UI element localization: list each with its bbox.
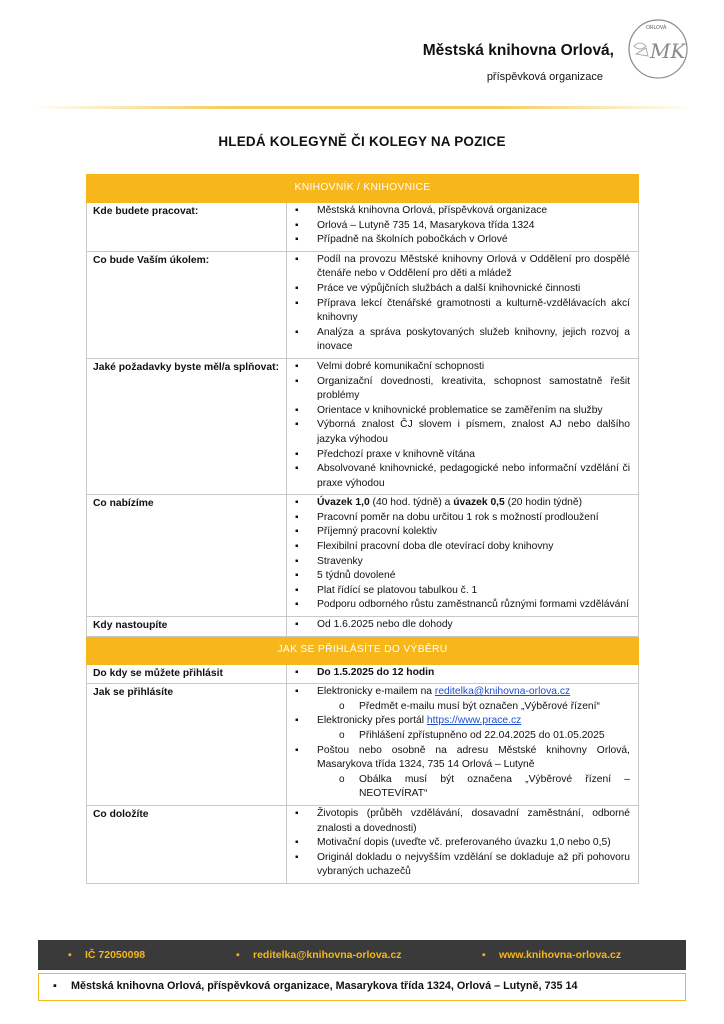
table-row: [87, 358, 639, 494]
position-table: [86, 174, 639, 884]
list-item: ▪ Výborná znalost ČJ slovem i písmem, znalost AJ nebo dalšího jazyka výhodou: [295, 418, 630, 447]
list-item: ▪ Práce ve výpůjčních službách a další knihovnické činnosti: [295, 282, 630, 297]
list-item: ▪ Od 1.6.2025 nebo dle dohody: [295, 618, 630, 633]
workload-half: úvazek 0,5: [453, 497, 505, 509]
bullet-icon: ▪: [53, 980, 57, 992]
row-label: Co nabízíme: [87, 495, 287, 617]
workload-full: Úvazek 1,0: [317, 497, 370, 509]
list-item: ▪ Orientace v knihovnické problematice se zaměřením na služby: [295, 404, 630, 419]
row-label: Co doložíte: [87, 805, 287, 883]
email-link[interactable]: reditelka@knihovna-orlova.cz: [434, 686, 571, 698]
table-row: [87, 684, 639, 806]
list-item: ▪ Životopis (průběh vzdělávání, dosavadní zaměstnání, odborné znalosti a dovednosti): [295, 807, 630, 836]
row-label: Kdy nastoupíte: [87, 617, 287, 637]
row-label: Co bude Vaším úkolem:: [87, 251, 287, 358]
sub-item: o Obálka musí být označena „Výběrové řízení – NEOTEVÍRAT“: [317, 773, 630, 802]
table-row: [87, 805, 639, 883]
list-item: ▪ Pracovní poměr na dobu určitou 1 rok s možností prodloužení: [295, 511, 630, 526]
footer-ico: ▪ IČ 72050098: [68, 949, 146, 961]
list-item: ▪ Případně na školních pobočkách v Orlové: [295, 233, 630, 248]
list-item: ▪ Originál dokladu o nejvyšším vzdělání se dokladuje až při pohovoru vybraných uchazečů: [295, 851, 630, 880]
sub-item: o Přihlášení zpřístupněno od 22.04.2025 do 01.05.2025: [317, 729, 630, 744]
table-row: [87, 664, 639, 684]
footer-address: Městská knihovna Orlová, příspěvková organizace, Masarykova třída 1324, Orlová – Lutyně, 735 14: [71, 980, 578, 992]
list-item: ▪ Organizační dovednosti, kreativita, schopnost samostatně řešit problémy: [295, 375, 630, 404]
header-divider: [38, 106, 686, 109]
list-item: ▪ Podíl na provozu Městské knihovny Orlová v Oddělení pro dospělé čtenáře nebo v Oddělení pro děti a mládež: [295, 253, 630, 282]
logo-letters: MK: [650, 39, 686, 63]
list-item: ▪ Podporu odborného růstu zaměstnanců různými formami vzdělávání: [295, 598, 630, 613]
list-item: ▪ Elektronicky e-mailem na reditelka@knihovna-orlova.cz o Předmět e-mailu musí být označen „Výběrové řízení“: [295, 685, 630, 714]
header-title: Městská knihovna Orlová,: [422, 42, 614, 59]
table-row: [87, 495, 639, 617]
row-label: Do kdy se můžete přihlásit: [87, 664, 287, 684]
sub-item: o Předmět e-mailu musí být označen „Výběrové řízení“: [317, 700, 630, 715]
list-item: ▪ Elektronicky přes portál https://www.prace.cz o Přihlášení zpřístupněno od 22.04.2025 do 01.05.2025: [295, 714, 630, 743]
row-label: Jaké požadavky byste měl/a splňovat:: [87, 358, 287, 494]
list-item: ▪ Příprava lekcí čtenářské gramotnosti a kulturně-vzdělávacích akcí knihovny: [295, 297, 630, 326]
list-item: ▪ Analýza a správa poskytovaných služeb knihovny, jejich rozvoj a inovace: [295, 326, 630, 355]
table-row: [87, 203, 639, 252]
portal-link[interactable]: https://www.prace.cz: [426, 715, 522, 727]
list-item: ▪ Stravenky: [295, 555, 630, 570]
list-item: ▪ 5 týdnů dovolené: [295, 569, 630, 584]
header-subtitle: příspěvková organizace: [486, 71, 603, 83]
section-heading-application: JAK SE PŘIHLÁSÍTE DO VÝBĚRU: [87, 636, 639, 664]
footer-contact-bar: [38, 940, 686, 970]
row-label: Jak se přihlásíte: [87, 684, 287, 806]
footer-web[interactable]: ▪ www.knihovna-orlova.cz: [482, 949, 622, 961]
list-item: ▪ Velmi dobré komunikační schopnosti: [295, 360, 630, 375]
list-item: ▪ Předchozí praxe v knihovně vítána: [295, 448, 630, 463]
library-logo: [626, 16, 690, 80]
logo-text-top: ORLOVÁ: [646, 25, 667, 31]
list-item: ▪ Úvazek 1,0 (40 hod. týdně) a úvazek 0,5 (20 hodin týdně): [295, 496, 630, 511]
deadline-value: ▪ Do 1.5.2025 do 12 hodin: [295, 666, 630, 681]
list-item: ▪ Plat řídící se platovou tabulkou č. 1: [295, 584, 630, 599]
list-item: ▪ Absolvované knihovnické, pedagogické nebo informační vzdělání či praxe výhodou: [295, 462, 630, 491]
table-row: [87, 617, 639, 637]
list-item: ▪ Městská knihovna Orlová, příspěvková organizace: [295, 204, 630, 219]
list-item: ▪ Flexibilní pracovní doba dle otevírací doby knihovny: [295, 540, 630, 555]
row-label: Kde budete pracovat:: [87, 203, 287, 252]
section-heading-position: KNIHOVNÍK / KNIHOVNICE: [87, 175, 639, 203]
footer-address-box: [38, 973, 686, 1001]
list-item: ▪ Motivační dopis (uveďte vč. preferovaného úvazku 1,0 nebo 0,5): [295, 836, 630, 851]
page-title: HLEDÁ KOLEGYNĚ ČI KOLEGY NA POZICE: [218, 134, 506, 149]
list-item: ▪ Orlová – Lutyně 735 14, Masarykova třída 1324: [295, 219, 630, 234]
list-item: ▪ Poštou nebo osobně na adresu Městské knihovny Orlová, Masarykova třída 1324, 735 14 Orlová – Lutyně o Obálka musí být označena „Výběrové řízení – NEOTEVÍRAT“: [295, 744, 630, 802]
footer-email[interactable]: ▪ reditelka@knihovna-orlova.cz: [236, 949, 402, 961]
list-item: ▪ Příjemný pracovní kolektiv: [295, 525, 630, 540]
table-row: [87, 251, 639, 358]
